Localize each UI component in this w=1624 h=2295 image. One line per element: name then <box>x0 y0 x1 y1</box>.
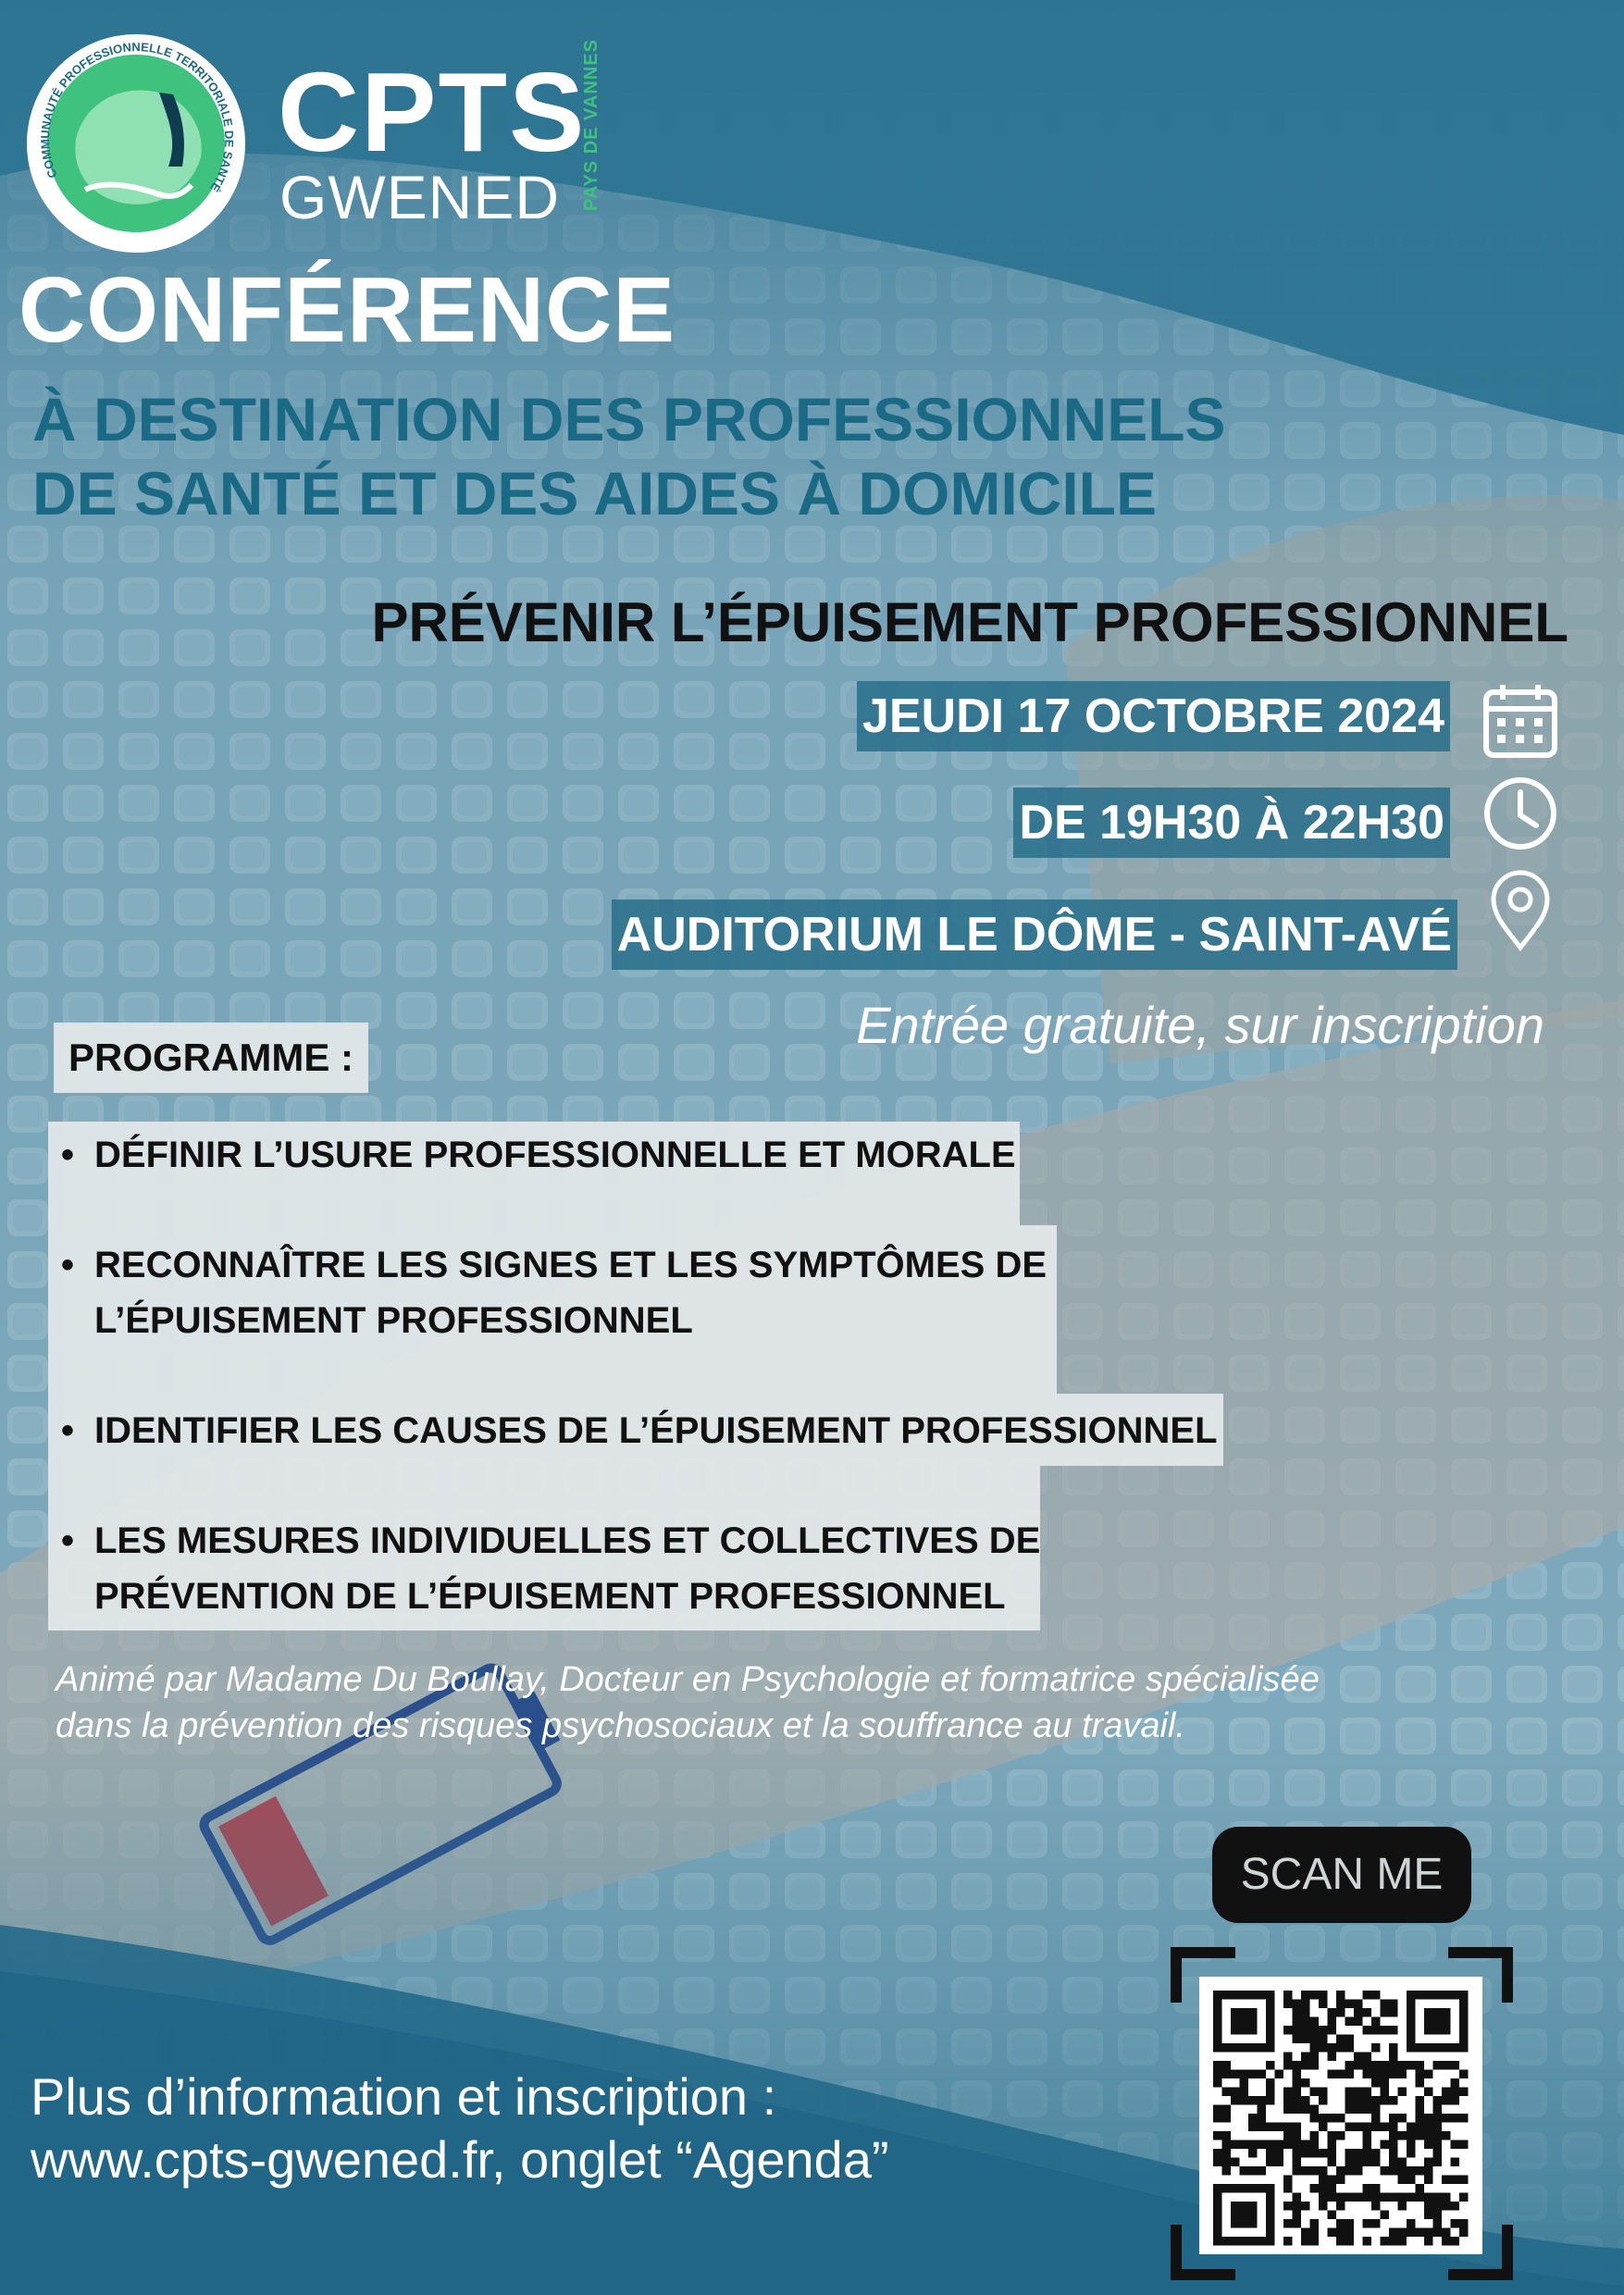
audience-heading <box>32 382 1226 530</box>
entry-note: Entrée gratuite, sur inscription <box>856 996 1544 1054</box>
event-time: DE 19H30 À 22H30 <box>1013 788 1450 858</box>
speaker-note <box>56 1656 1619 1749</box>
topic-title: PRÉVENIR L’ÉPUISEMENT PROFESSIONNEL <box>371 591 1568 653</box>
location-pin-icon <box>1479 870 1562 953</box>
clock-icon <box>1479 772 1562 855</box>
programme-item-line: L’ÉPUISEMENT PROFESSIONNEL <box>94 1300 693 1341</box>
cpts-logo <box>20 28 252 259</box>
footer-link[interactable]: www.cpts-gwened.fr, onglet “Agenda” <box>31 2130 889 2189</box>
footer-info <box>31 2066 889 2191</box>
brand-region: PAYS DE VANNES <box>581 39 601 211</box>
scan-me-label: SCAN ME <box>1212 1827 1471 1923</box>
programme-item-line: PRÉVENTION DE L’ÉPUISEMENT PROFESSIONNEL <box>94 1576 1006 1617</box>
programme-item-line: DÉFINIR L’USURE PROFESSIONNELLE ET MORALE <box>94 1135 1016 1175</box>
programme-item-line: RECONNAÎTRE LES SIGNES ET LES SYMPTÔMES DE <box>94 1245 1048 1285</box>
programme-label: PROGRAMME : <box>54 1023 368 1093</box>
brand-name-gwened: GWENED <box>279 163 560 231</box>
bullet: • <box>61 1245 75 1285</box>
programme-item <box>61 1403 1218 1458</box>
programme-item <box>61 1237 1047 1348</box>
programme-item <box>61 1513 1040 1624</box>
bullet: • <box>61 1520 75 1561</box>
calendar-icon <box>1479 679 1562 763</box>
event-date: JEUDI 17 OCTOBRE 2024 <box>857 681 1450 751</box>
logo-ring-text: COMMUNAUTÉ PROFESSIONNELLE TERRITORIALE DE SANTÉ <box>38 40 237 195</box>
event-type-title: CONFÉRENCE <box>19 258 676 362</box>
programme-item <box>61 1127 1016 1183</box>
bullet: • <box>61 1410 75 1451</box>
speaker-line-2: dans la prévention des risques psychosociaux et la souffrance au travail. <box>56 1706 1185 1745</box>
programme-item-line: IDENTIFIER LES CAUSES DE L’ÉPUISEMENT PROFESSIONNEL <box>94 1410 1218 1451</box>
audience-line-1: À DESTINATION DES PROFESSIONNELS <box>32 385 1226 453</box>
speaker-line-1: Animé par Madame Du Boullay, Docteur en Psychologie et formatrice spécialisée <box>56 1660 1320 1699</box>
audience-line-2: DE SANTÉ ET DES AIDES À DOMICILE <box>32 459 1158 527</box>
qr-code[interactable] <box>1199 1977 1482 2254</box>
event-location: AUDITORIUM LE DÔME - SAINT-AVÉ <box>612 899 1457 970</box>
footer-line-1: Plus d’information et inscription : <box>31 2067 777 2126</box>
brand-name-cpts: CPTS <box>278 49 587 175</box>
bullet: • <box>61 1135 75 1175</box>
programme-item-line: LES MESURES INDIVIDUELLES ET COLLECTIVES DE <box>94 1520 1041 1561</box>
